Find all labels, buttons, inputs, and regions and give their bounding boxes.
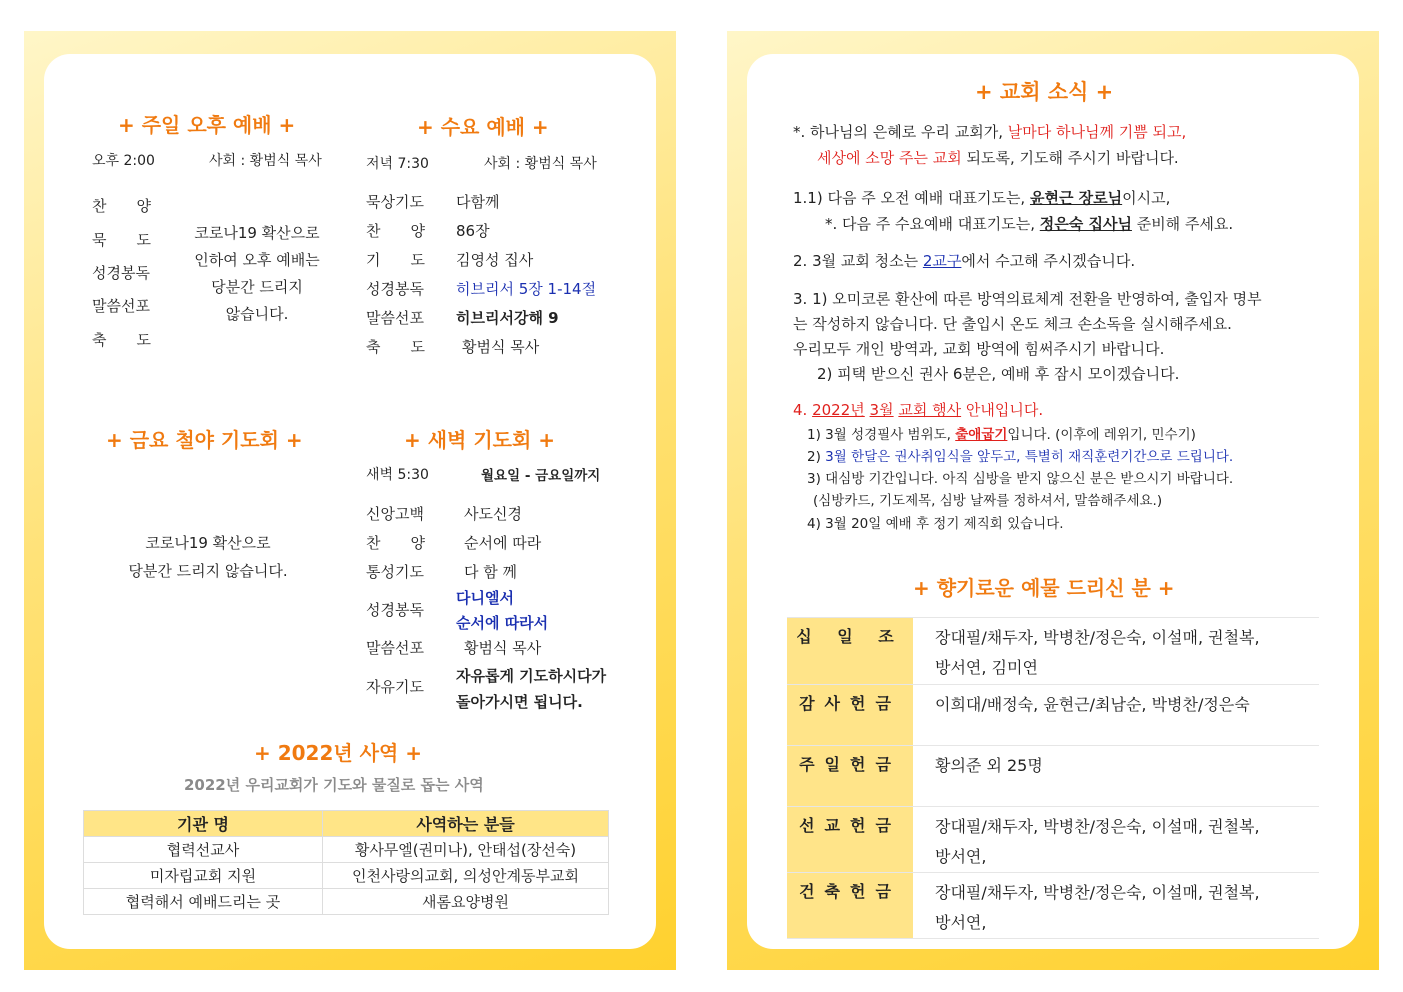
- table-row: [787, 685, 1319, 746]
- sunday-notice: 코로나19 확산으로 인하여 오후 예배는 당분간 드리지 않습니다.: [194, 224, 320, 323]
- table-row: [84, 863, 609, 889]
- news-item-3: 는 작성하지 않습니다. 단 출입시 온도 체크 손소독을 실시해주세요.: [793, 315, 1232, 333]
- sunday-item: 찬 양: [92, 197, 151, 215]
- offering-label: 선교헌금: [787, 807, 913, 873]
- news-intro-line2: 세상에 소망 주는 교회 되도록, 기도해 주시기 바랍니다.: [817, 149, 1179, 167]
- news-item-4-3b: (심방카드, 기도제목, 심방 날짜를 정하셔서, 말씀해주세요.): [813, 493, 1163, 509]
- sunday-item: 축 도: [92, 331, 151, 349]
- wednesday-item: 말씀선포 히브리서강해 9: [366, 309, 559, 327]
- table-row: [84, 837, 609, 863]
- offerings-title: + 향기로운 예물 드리신 분 +: [913, 576, 1175, 600]
- dawn-title: + 새벽 기도회 +: [404, 428, 556, 452]
- news-item-4: 4. 2022년 3월 교회 행사 안내입니다.: [793, 401, 1044, 419]
- dawn-time: 새벽 5:30: [366, 467, 429, 483]
- news-item-3: 3. 1) 오미코론 환산에 따른 방역의료체계 전환을 반영하여, 출입자 명부: [793, 290, 1262, 308]
- news-item-2: 2. 3월 교회 청소는 2교구에서 수고해 주시겠습니다.: [793, 252, 1136, 270]
- ministry-subtitle: 2022년 우리교회가 기도와 물질로 돕는 사역: [184, 776, 484, 794]
- table-header-row: [84, 811, 609, 837]
- right-panel: [727, 31, 1379, 970]
- offering-label: 십 일 조: [787, 618, 913, 685]
- news-title: + 교회 소식 +: [975, 80, 1114, 104]
- wednesday-item: 기 도 김영성 집사: [366, 251, 534, 269]
- news-item-3: 2) 피택 받으신 권사 6분은, 예배 후 잠시 모이겠습니다.: [817, 365, 1180, 383]
- dawn-days: 월요일 - 금요일까지: [481, 468, 601, 484]
- table-cell: 황사무엘(권미나), 안태섭(장선숙): [323, 837, 609, 863]
- table-row: [84, 889, 609, 915]
- wednesday-item: 묵상기도 다함께: [366, 193, 500, 211]
- table-row: [787, 746, 1319, 807]
- sunday-item: 말씀선포: [92, 297, 150, 315]
- dawn-item: 말씀선포 황범식 목사: [366, 639, 542, 657]
- table-cell: 협력선교사: [84, 837, 323, 863]
- wednesday-time: 저녁 7:30: [366, 156, 429, 172]
- wednesday-item: 축 도 황범식 목사: [366, 338, 540, 356]
- news-item-3: 우리모두 개인 방역과, 교회 방역에 힘써주시기 바랍니다.: [793, 340, 1165, 358]
- news-item-4-4: 4) 3월 20일 예배 후 정기 제직회 있습니다.: [807, 516, 1064, 532]
- dawn-item: 신앙고백 사도신경: [366, 505, 522, 523]
- news-item-1: 1.1) 다음 주 오전 예배 대표기도는, 윤현근 장로님이시고,: [793, 189, 1171, 207]
- offerings-table: [787, 617, 1319, 939]
- friday-title: + 금요 철야 기도회 +: [106, 428, 303, 452]
- table-cell: 미자립교회 지원: [84, 863, 323, 889]
- offering-label: 감사헌금: [787, 685, 913, 746]
- table-header: 기관 명: [84, 811, 323, 837]
- left-card: [44, 54, 656, 949]
- dawn-item: 통성기도 다 함 께: [366, 563, 518, 581]
- wednesday-title: + 수요 예배 +: [417, 115, 549, 139]
- news-intro: *. 하나님의 은혜로 우리 교회가, 날마다 하나님께 기쁨 되고,: [793, 123, 1187, 141]
- offering-names: 이희대/배정숙, 윤현근/최남순, 박병찬/정은숙: [913, 685, 1319, 746]
- table-cell: 협력해서 예배드리는 곳: [84, 889, 323, 915]
- table-row: [787, 807, 1319, 873]
- news-item-4-2: 2) 3월 한달은 권사취임식을 앞두고, 특별히 재직훈련기간으로 드립니다.: [807, 449, 1234, 465]
- dawn-item-value: 자유롭게 기도하시다가 돌아가시면 됩니다.: [456, 667, 607, 711]
- table-row: [787, 618, 1319, 685]
- offering-label: 주일헌금: [787, 746, 913, 807]
- table-row: [787, 873, 1319, 939]
- wednesday-item: 찬 양 86장: [366, 222, 490, 240]
- left-panel: [24, 31, 676, 970]
- ministry-table: [83, 810, 609, 915]
- sunday-leader: 사회 : 황범식 목사: [209, 153, 322, 169]
- sunday-title: + 주일 오후 예배 +: [118, 113, 296, 137]
- dawn-item-value: 다니엘서 순서에 따라서: [456, 589, 549, 632]
- news-item-1b: *. 다음 주 수요예배 대표기도는, 정은숙 집사님 준비해 주세요.: [825, 215, 1234, 233]
- right-card: [747, 54, 1359, 949]
- sunday-item: 묵 도: [92, 231, 151, 249]
- offering-names: 황의준 외 25명: [913, 746, 1319, 807]
- dawn-item: 자유기도: [366, 678, 424, 696]
- dawn-item: 성경봉독: [366, 601, 424, 619]
- wednesday-item: 성경봉독 히브리서 5장 1-14절: [366, 280, 597, 298]
- ministry-title: + 2022년 사역 +: [254, 741, 423, 765]
- offering-names: 장대필/채두자, 박병찬/정은숙, 이설매, 권철복, 방서연, 김미연: [913, 618, 1319, 685]
- news-item-4-1: 1) 3월 성경필사 범위도, 출애굽기입니다. (이후에 레위기, 민수기): [807, 427, 1196, 443]
- friday-notice: 코로나19 확산으로 당분간 드리지 않습니다.: [128, 534, 288, 580]
- offering-names: 장대필/채두자, 박병찬/정은숙, 이설매, 권철복, 방서연,: [913, 807, 1319, 873]
- sunday-item: 성경봉독: [92, 264, 150, 282]
- dawn-item: 찬 양 순서에 따라: [366, 534, 542, 552]
- sunday-time: 오후 2:00: [92, 153, 155, 169]
- table-header: 사역하는 분들: [323, 811, 609, 837]
- news-item-4-3: 3) 대심방 기간입니다. 아직 심방을 받지 않으신 분은 받으시기 바랍니다.: [807, 471, 1234, 487]
- wednesday-leader: 사회 : 황범식 목사: [484, 156, 597, 172]
- table-cell: 인천사랑의교회, 의성안계동부교회: [323, 863, 609, 889]
- offering-label: 건축헌금: [787, 873, 913, 939]
- offering-names: 장대필/채두자, 박병찬/정은숙, 이설매, 권철복, 방서연,: [913, 873, 1319, 939]
- table-cell: 새롬요양병원: [323, 889, 609, 915]
